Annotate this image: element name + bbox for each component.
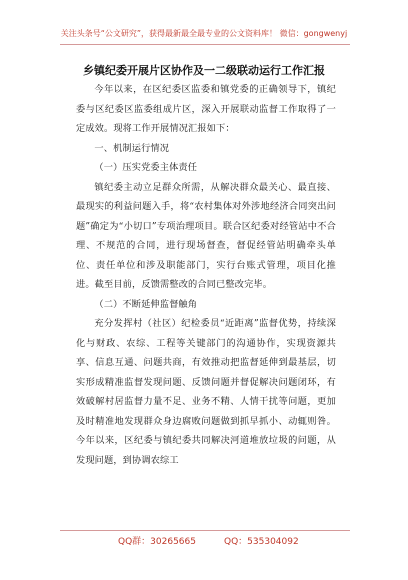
body-paragraph: 镇纪委主动立足群众所需，从解决群众最关心、最直接、最现实的利益问题入手，将“农村集体对外涉地经济合同突出问题”确定为“小切口”专项治理项目。联合区纪委对经管站中不合理、不规范的合同，进行现场督查，督促经管站明确牵头单位、责任单位和涉及职能部门，实行台账式管理，项目化推进。截至目前，反馈需整改的合同已整改完毕。: [76, 181, 336, 290]
intro-paragraph: 今年以来，在区纪委区监委和镇党委的正确领导下，镇纪委与区纪委区监委组成片区，深入开展联动监督工作取得了一定成效。现将工作开展情况汇报如下：: [76, 84, 336, 134]
subsection-heading: （一）压实党委主体责任: [94, 162, 198, 173]
header-banner: 关注头条号“公文研究”，获得最新最全最专业的公文资料库！ 微信：gongwenyj: [60, 29, 348, 38]
footer-qq-contact: QQ：535304092: [224, 537, 299, 547]
subsection-heading: （二）不断延伸监督触角: [94, 298, 198, 310]
header-divider: [60, 44, 350, 45]
document-title: 乡镇纪委开展片区协作及一二级联动运行工作汇报: [83, 64, 325, 77]
section-heading: 一、机制运行情况: [94, 142, 170, 154]
footer-divider: [60, 530, 350, 531]
document-body: [76, 80, 336, 470]
footer-qq-group: QQ群：30265665: [118, 537, 196, 547]
body-paragraph: 充分发挥村（社区）纪检委员“近距离”监督优势，持续深化与财政、农综、工程等关键部门的沟通协作，实现资源共享、信息互通、问题共商，有效推动把监督延伸到最基层，切实形成精准监督发现问题、反馈问题并督促解决问题闭环，有效破解村居监督力量不足、业务不精、人情干扰等问题，更加及时精准地发现群众身边腐败问题做到抓早抓小、动辄则咎。今年以来，区纪委与镇纪委共同解决河道堆放垃圾的问题，从发现问题，到协调农综工: [76, 318, 336, 466]
